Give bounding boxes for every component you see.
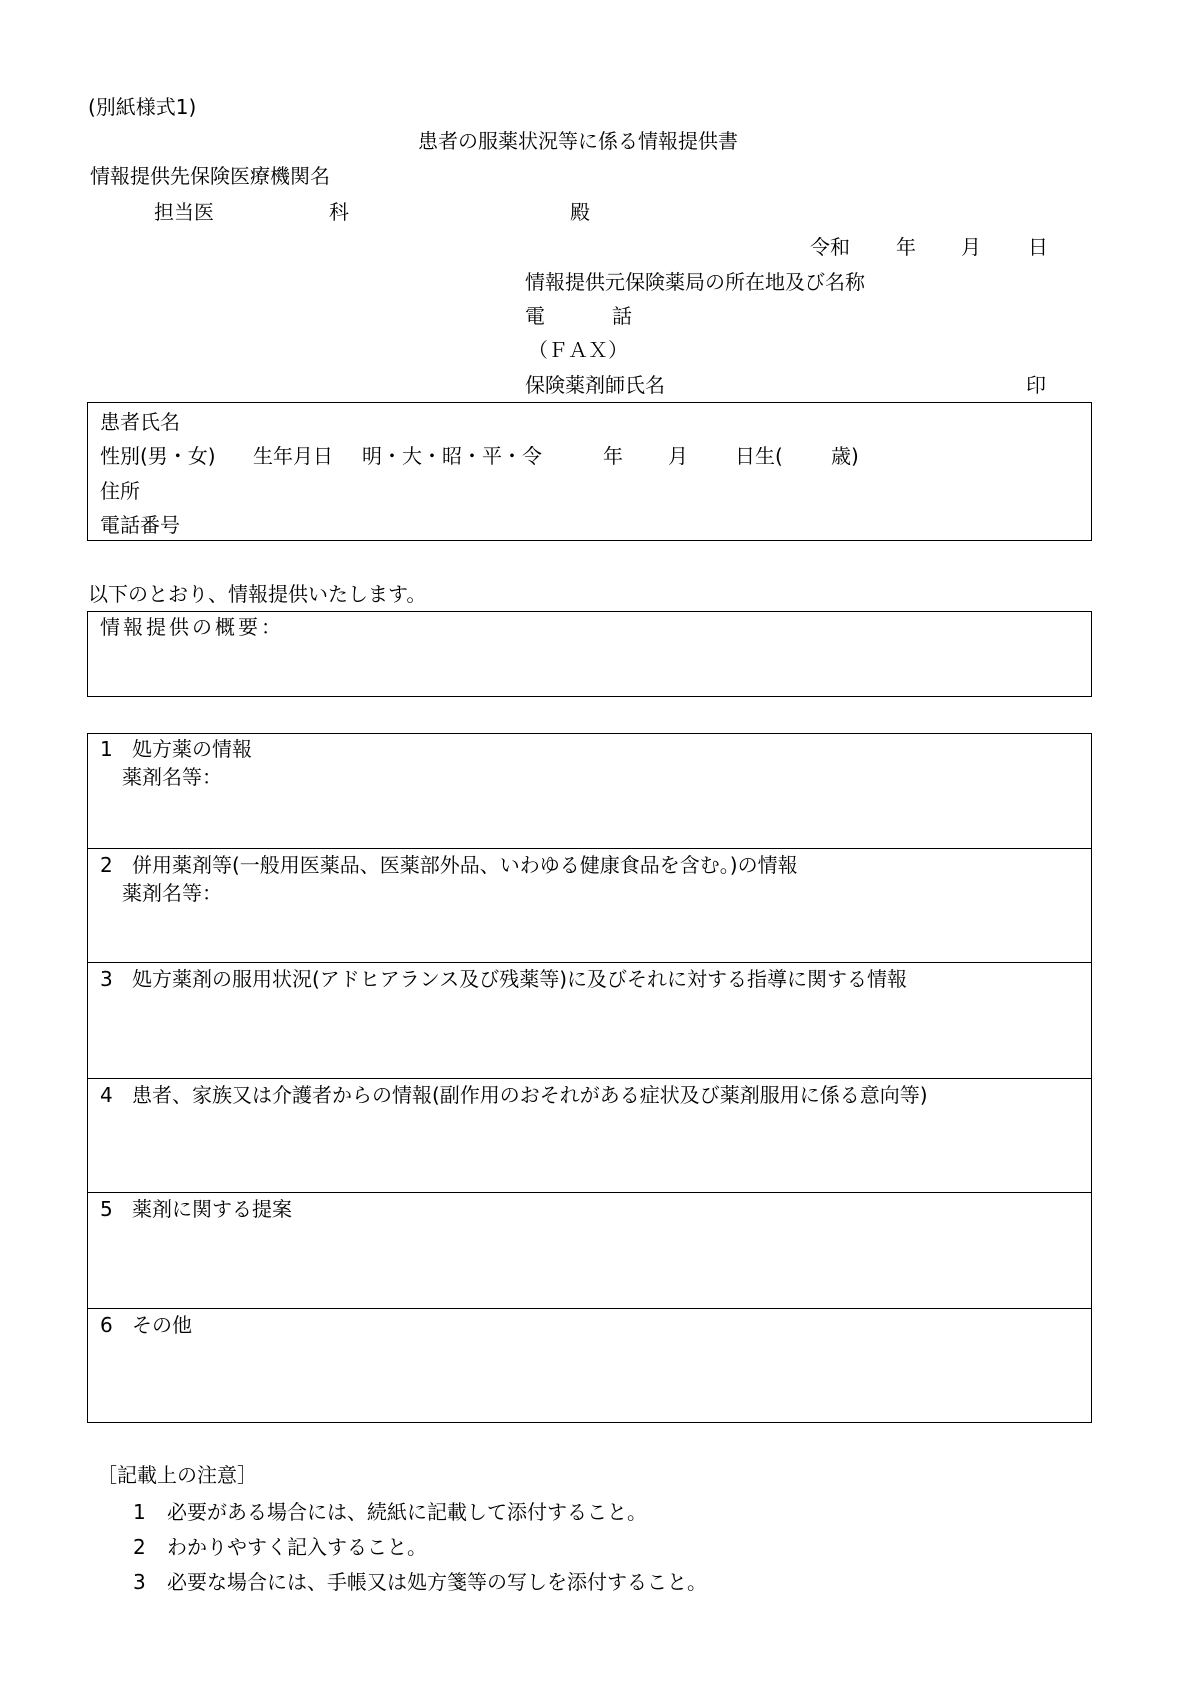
section-number: 2 (100, 853, 113, 877)
birth-day: 日生( (735, 444, 783, 468)
fax-label: （ＦＡＸ） (528, 338, 628, 362)
section-sub: 薬剤名等： (122, 765, 222, 789)
note-text: わかりやすく記入すること。 (167, 1535, 427, 1559)
era-options: 明・大・昭・平・令 (362, 444, 542, 468)
dob-label: 生年月日 (253, 444, 333, 468)
sex-label: 性別(男・女) (100, 444, 216, 468)
section-title: その他 (132, 1313, 192, 1337)
note-number: 3 (133, 1570, 146, 1594)
section-number: 5 (100, 1197, 113, 1221)
phone-label-2: 話 (612, 304, 632, 328)
note-number: 2 (133, 1535, 146, 1559)
section-2 (88, 848, 1091, 905)
section-title: 薬剤に関する提案 (132, 1197, 292, 1221)
section-sub: 薬剤名等： (122, 881, 222, 905)
patient-phone-label: 電話番号 (100, 513, 180, 537)
document-title: 患者の服薬状況等に係る情報提供書 (418, 129, 738, 153)
birth-year: 年 (603, 444, 623, 468)
address-label: 住所 (100, 479, 140, 503)
summary-label: 情報提供の概要： (100, 615, 284, 639)
note-text: 必要な場合には、手帳又は処方箋等の写しを添付すること。 (167, 1570, 707, 1594)
summary-box (87, 611, 1092, 697)
patient-box (87, 402, 1092, 541)
intro-text: 以下のとおり、情報提供いたします。 (88, 582, 427, 606)
section-number: 4 (100, 1083, 113, 1107)
pharmacist-label: 保険薬剤師氏名 (525, 373, 665, 397)
honorific: 殿 (570, 200, 590, 224)
date-year: 年 (896, 235, 916, 259)
note-number: 1 (133, 1500, 146, 1524)
notes-heading: ［記載上の注意］ (97, 1463, 257, 1487)
seal-mark: 印 (1026, 373, 1046, 397)
pharmacy-label: 情報提供元保険薬局の所在地及び名称 (525, 270, 865, 294)
section-6 (88, 1308, 1091, 1337)
sections-box (87, 733, 1092, 1423)
section-number: 3 (100, 967, 113, 991)
doctor-label: 担当医 (154, 200, 214, 224)
section-title: 患者、家族又は介護者からの情報(副作用のおそれがある症状及び薬剤服用に係る意向等) (132, 1083, 928, 1107)
section-title: 処方薬剤の服用状況(アドヒアランス及び残薬等)に及びそれに対する指導に関する情報 (132, 967, 908, 991)
date-era: 令和 (810, 235, 850, 259)
age: 歳) (831, 444, 859, 468)
section-number: 6 (100, 1313, 113, 1337)
date-month: 月 (961, 235, 981, 259)
section-title: 処方薬の情報 (132, 737, 252, 761)
recipient-institution-label: 情報提供先保険医療機関名 (90, 164, 330, 188)
note-text: 必要がある場合には、続紙に記載して添付すること。 (167, 1500, 647, 1524)
section-3 (88, 962, 1091, 991)
section-5 (88, 1192, 1091, 1221)
section-number: 1 (100, 737, 113, 761)
patient-name-label: 患者氏名 (100, 410, 180, 434)
birth-month: 月 (668, 444, 688, 468)
section-4 (88, 1078, 1091, 1107)
date-day: 日 (1028, 235, 1048, 259)
phone-label-1: 電 (525, 304, 545, 328)
form-id: (別紙様式1) (88, 95, 197, 119)
dept-label: 科 (329, 200, 349, 224)
section-title: 併用薬剤等(一般用医薬品、医薬部外品、いわゆる健康食品を含む。)の情報 (132, 853, 798, 877)
